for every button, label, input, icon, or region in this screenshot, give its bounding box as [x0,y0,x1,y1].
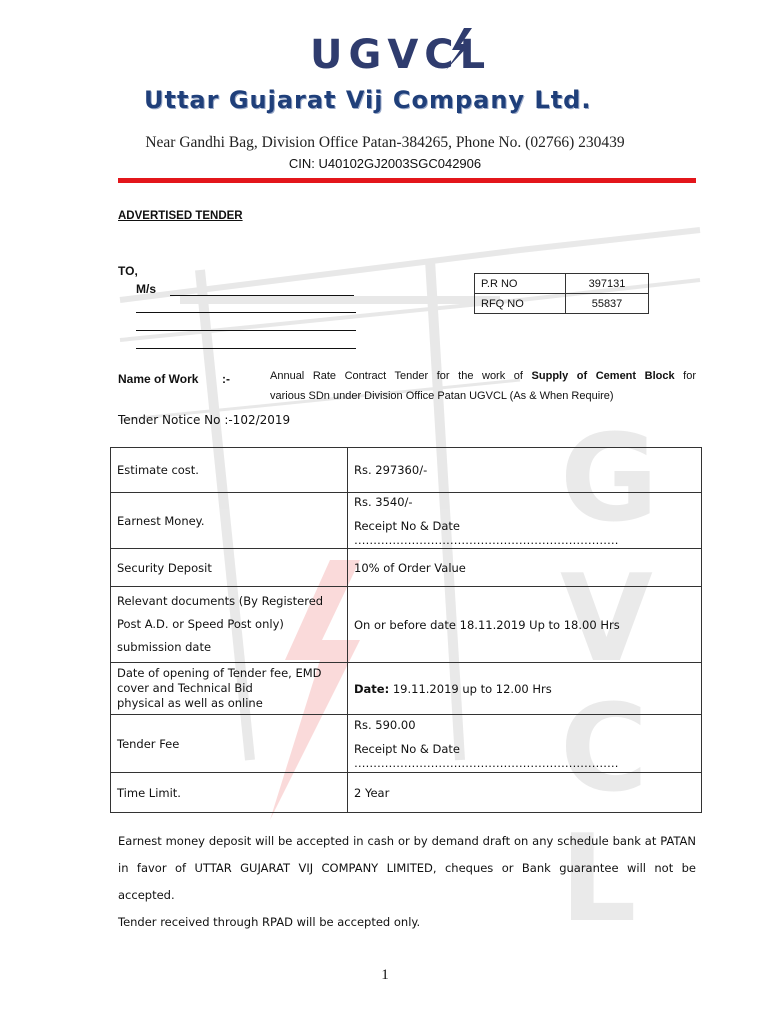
table-row [475,274,649,294]
detail-value [348,663,702,715]
detail-label: Earnest Money. [111,493,348,549]
detail-value: Rs. 297360/- [348,448,702,493]
detail-label: Estimate cost. [111,448,348,493]
date-label: Date: [354,681,390,696]
table-row [111,448,702,493]
detail-label [111,663,348,715]
svg-text:L: L [560,810,637,949]
work-text: Annual Rate Contract Tender for the work of [270,370,523,382]
work-item: Supply of Cement Block [531,370,675,382]
addressee-line [136,348,356,349]
table-row [475,294,649,314]
table-row [111,663,702,715]
receipt-line: Receipt No & Date …………………………………………………………… [354,518,619,547]
detail-value [348,715,702,773]
document-heading: ADVERTISED TENDER [118,210,243,222]
office-address: Near Gandhi Bag, Division Office Patan-384265, Phone No. (02766) 230439 [145,134,625,151]
table-row [111,773,702,813]
label-line: Post A.D. or Speed Post only) [117,617,284,631]
detail-value: On or before date 18.11.2019 Up to 18.00 Hrs [348,587,702,663]
table-row [111,549,702,587]
table-row [111,493,702,549]
detail-label: Tender Fee [111,715,348,773]
earnest-money-paragraph: Earnest money deposit will be accepted in cash or by demand draft on any schedule bank at PATAN [118,834,696,848]
addressee-line [136,330,356,331]
company-name: Uttar Gujarat Vij Company Ltd. [144,86,592,114]
name-of-work-text [270,369,696,383]
receipt-line: Receipt No & Date …………………………………………………………… [354,741,619,770]
logo-text: UGVCL [310,32,492,78]
label-line: physical as well as online [117,696,263,710]
name-of-work-label: Name of Work [118,372,199,386]
header-divider [118,178,696,183]
table-row [111,587,702,663]
label-line: submission date [117,640,212,654]
company-logo [310,30,540,86]
name-of-work-text: various SDn under Division Office Patan UGVCL (As & When Require) [270,390,614,402]
name-of-work-separator: :- [222,372,230,386]
svg-text:C: C [560,680,649,819]
tender-notice-number: Tender Notice No :-102/2019 [118,413,291,427]
reference-value: 397131 [566,274,649,294]
reference-value: 55837 [566,294,649,314]
fee-amount: Rs. 590.00 [354,717,416,732]
earnest-money-paragraph: in favor of UTTAR GUJARAT VIJ COMPANY LIMITED, cheques or Bank guarantee will not be [118,861,696,875]
cin-number: CIN: U40102GJ2003SGC042906 [288,156,482,171]
table-row [111,715,702,773]
lightning-icon [430,26,480,72]
work-text: for [683,370,697,382]
addressee-line [136,312,356,313]
rpad-note: Tender received through RPAD will be accepted only. [118,915,421,929]
detail-label [111,587,348,663]
tender-details-table [110,447,702,813]
reference-label: RFQ NO [475,294,566,314]
earnest-money-paragraph: accepted. [118,888,175,902]
reference-label: P.R NO [475,274,566,294]
svg-text:V: V [560,550,653,689]
ms-label: M/s [136,282,157,296]
label-line: Date of opening of Tender fee, EMD [117,666,322,680]
svg-text:G: G [560,410,659,549]
earnest-amount: Rs. 3540/- [354,494,413,509]
reference-table [474,273,649,314]
detail-label: Time Limit. [111,773,348,813]
to-label: TO, [118,264,138,278]
opening-date: 19.11.2019 up to 12.00 Hrs [389,681,552,696]
detail-value: 2 Year [348,773,702,813]
addressee-line [170,295,354,296]
detail-label: Security Deposit [111,549,348,587]
page-number: 1 [381,967,389,983]
label-line: cover and Technical Bid [117,681,253,695]
label-line: Relevant documents (By Registered [117,594,324,608]
detail-value [348,493,702,549]
detail-value: 10% of Order Value [348,549,702,587]
